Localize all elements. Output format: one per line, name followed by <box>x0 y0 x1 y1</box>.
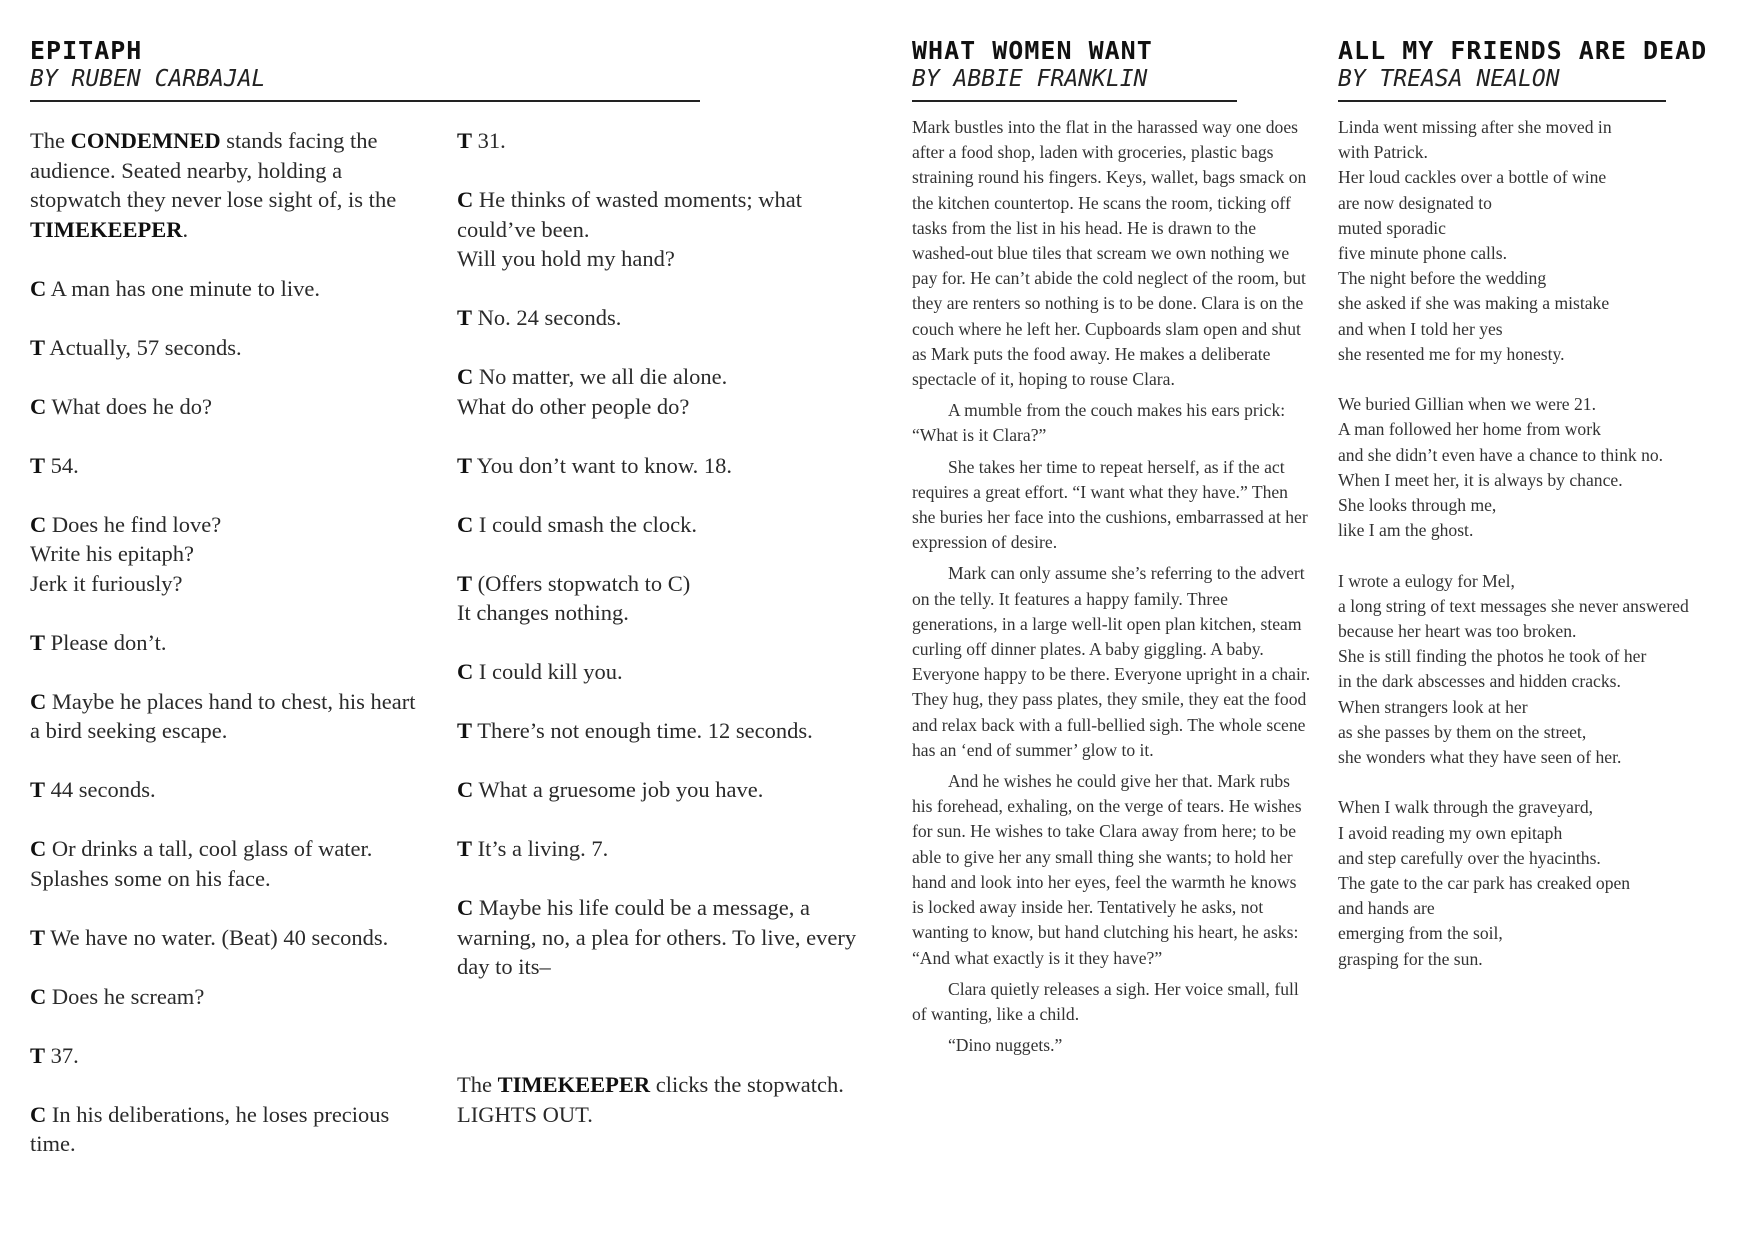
poem-line: she asked if she was making a mistake <box>1338 293 1610 314</box>
poem-line: When strangers look at her <box>1338 696 1528 717</box>
wwwant-story <box>912 115 1312 1064</box>
speaker-tag: C <box>457 187 474 212</box>
dialogue-text: Or drinks a tall, cool glass of water. <box>46 836 373 861</box>
speaker-tag: T <box>30 777 46 802</box>
poem-line: We buried Gillian when we were 21. <box>1338 394 1597 415</box>
epitaph-rule <box>30 100 700 102</box>
dialogue-text: There’s not enough time. 12 seconds. <box>472 718 813 743</box>
speaker-tag: C <box>457 777 474 802</box>
speaker-tag: T <box>457 305 473 330</box>
speaker-tag: C <box>30 511 47 537</box>
speaker-tag: C <box>30 393 47 419</box>
speaker-tag: T <box>30 924 46 950</box>
dialogue-line <box>30 333 425 363</box>
dialogue-text: I could kill you. <box>473 659 623 684</box>
epitaph-column-2 <box>457 126 877 1159</box>
dialogue-text: No matter, we all die alone. <box>473 364 728 389</box>
speaker-tag: T <box>30 1042 46 1068</box>
wwwant-title: WHAT WOMEN WANT <box>912 36 1153 65</box>
speaker-tag: T <box>30 629 46 655</box>
poem-stanza <box>1338 392 1748 543</box>
speaker-tag: T <box>30 334 46 360</box>
dialogue-text: 31. <box>472 128 506 153</box>
dialogue-text: Will you hold my hand? <box>457 246 675 271</box>
poem-line: and hands are <box>1338 898 1435 919</box>
amfad-rule <box>1338 100 1666 102</box>
character-name: TIMEKEEPER <box>497 1072 651 1097</box>
poem-line: A man followed her home from work <box>1338 419 1601 440</box>
dialogue-text: It’s a living. 7. <box>472 836 609 861</box>
poem-line: in the dark abscesses and hidden cracks. <box>1338 671 1621 692</box>
poem-line: with Patrick. <box>1338 142 1428 163</box>
speaker-tag: C <box>457 364 474 389</box>
character-name: CONDEMNED <box>70 128 221 153</box>
dialogue-text: Does he scream? <box>46 983 205 1009</box>
story-paragraph: Mark can only assume she’s referring to the advert on the telly. It features a happy family. Three generations, in a large well-lit open plan kitchen, steam curling off dinner plates. A baby giggling. A baby. Everyone happy to be there. Everyone upright in a chair. They hug, they pass plates, they smile, they eat the food and relax back with a full-bellied sigh. The whole scene has an ‘end of summer’ glow to it. <box>912 563 1311 760</box>
dialogue-line <box>457 657 877 687</box>
dialogue-text: What does he do? <box>46 393 213 419</box>
dialogue-line <box>457 185 877 274</box>
dialogue-text: You don’t want to know. 18. <box>472 452 733 478</box>
speaker-tag: T <box>457 452 473 478</box>
dialogue-line <box>457 451 877 481</box>
stage-text: LIGHTS OUT. <box>457 1101 593 1127</box>
dialogue-line <box>30 451 425 481</box>
dialogue-text: We have no water. (Beat) 40 seconds. <box>45 924 389 950</box>
dialogue-line <box>457 775 877 805</box>
speaker-tag: C <box>457 659 474 684</box>
poem-line: five minute phone calls. <box>1338 243 1508 264</box>
speaker-tag: C <box>30 1101 47 1127</box>
dialogue-text: 54. <box>45 452 79 478</box>
story-paragraph: And he wishes he could give her that. Mark rubs his forehead, exhaling, on the verge of tears. He wishes for sun. He wishes to take Clara away from here; to be able to give her any small thing she wants; to hold her hand and look into her eyes, feel the warmth he knows is locked away inside her. Tentatively he asks, not wanting to know, but hand clutching his heart, he asks: “And what exactly is it they have?” <box>912 771 1302 968</box>
dialogue-text: Maybe he places hand to chest, his heart a bird seeking escape. <box>30 688 416 743</box>
epitaph-column-1 <box>30 126 425 1188</box>
poem-line: Linda went missing after she moved in <box>1338 117 1612 137</box>
speaker-tag: C <box>30 983 47 1009</box>
dialogue-text: (Offers stopwatch to C) <box>472 570 691 596</box>
dialogue-text: Write his epitaph? <box>30 541 195 566</box>
dialogue-text: It changes nothing. <box>457 600 629 625</box>
poem-line: like I am the ghost. <box>1338 520 1474 541</box>
dialogue-line <box>457 569 877 628</box>
dialogue-line <box>457 716 877 746</box>
epitaph-byline: BY RUBEN CARBAJAL <box>30 66 266 92</box>
dialogue-line <box>30 923 425 953</box>
poem-line: She is still finding the photos he took of her <box>1338 646 1647 667</box>
story-paragraph: “Dino nuggets.” <box>948 1035 1063 1056</box>
wwwant-byline: BY ABBIE FRANKLIN <box>912 66 1148 92</box>
poem-line: The gate to the car park has creaked open <box>1338 873 1631 894</box>
dialogue-line <box>30 775 425 805</box>
amfad-title: ALL MY FRIENDS ARE DEAD <box>1338 36 1708 65</box>
poem-line: a long string of text messages she never answered <box>1338 595 1689 616</box>
dialogue-line <box>457 510 877 540</box>
poem-line: and when I told her yes <box>1338 318 1503 339</box>
dialogue-text: What a gruesome job you have. <box>473 777 764 802</box>
speaker-tag: T <box>30 452 46 478</box>
poem-line: she resented me for my honesty. <box>1338 343 1565 364</box>
dialogue-text: He thinks of wasted moments; what could’ve been. <box>457 187 802 242</box>
poem-stanza <box>1338 569 1748 771</box>
dialogue-text: What do other people do? <box>457 393 690 419</box>
amfad-poem <box>1338 115 1748 997</box>
speaker-tag: T <box>457 128 473 153</box>
dialogue-line <box>30 628 425 658</box>
dialogue-line <box>457 893 877 982</box>
poem-line: I wrote a eulogy for Mel, <box>1338 570 1515 591</box>
story-paragraph: Mark bustles into the flat in the harassed way one does after a food shop, laden with groceries, plastic bags straining round his fingers. Keys, wallet, bags smack on the kitchen countertop. He scans the room, ticking off tasks from the list in his head. He is drawn to the washed-out blue tiles that scream we own nothing we pay for. He can’t abide the cold neglect of the room, but they are renters so nothing is to be done. Clara is on the couch where he left her. Cupboards slam open and shut as Mark puts the food away. He makes a deliberate spectacle of it, hoping to rouse Clara. <box>912 117 1307 390</box>
dialogue-line <box>457 362 877 421</box>
poem-line: I avoid reading my own epitaph <box>1338 822 1563 843</box>
poem-line: Her loud cackles over a bottle of wine <box>1338 167 1607 188</box>
dialogue-line <box>30 1041 425 1071</box>
dialogue-text: I could smash the clock. <box>473 511 697 537</box>
dialogue-text: A man has one minute to live. <box>46 275 320 301</box>
dialogue-text: Does he find love? <box>46 511 222 537</box>
stage-text: clicks the stopwatch. <box>650 1072 844 1097</box>
dialogue-line <box>30 834 425 893</box>
character-name: TIMEKEEPER <box>30 216 183 242</box>
poem-line: are now designated to <box>1338 192 1492 213</box>
epitaph-title: EPITAPH <box>30 36 143 65</box>
speaker-tag: C <box>30 688 47 714</box>
poem-stanza <box>1338 115 1748 367</box>
story-paragraph: A mumble from the couch makes his ears prick: “What is it Clara?” <box>912 400 1286 446</box>
dialogue-line <box>30 392 425 422</box>
dialogue-line <box>30 274 425 304</box>
dialogue-text: Jerk it furiously? <box>30 570 183 596</box>
dialogue-line <box>457 126 877 156</box>
poem-line: emerging from the soil, <box>1338 923 1503 944</box>
speaker-tag: C <box>30 275 47 301</box>
poem-line: as she passes by them on the street, <box>1338 721 1587 742</box>
speaker-tag: C <box>457 511 474 537</box>
poem-line: and step carefully over the hyacinths. <box>1338 847 1601 868</box>
stage-text: stands facing the audience. Seated nearby, holding a stopwatch they never lose sight of, is the <box>30 128 397 212</box>
speaker-tag: C <box>30 836 47 861</box>
dialogue-text: No. 24 seconds. <box>472 305 622 330</box>
dialogue-text: Please don’t. <box>45 629 167 655</box>
stage-text: The <box>457 1072 498 1097</box>
dialogue-text: 37. <box>45 1042 79 1068</box>
poem-line: The night before the wedding <box>1338 268 1547 289</box>
dialogue-line <box>30 687 425 746</box>
dialogue-line <box>30 982 425 1012</box>
speaker-tag: C <box>457 895 474 920</box>
dialogue-text: Maybe his life could be a message, a warning, no, a plea for others. To live, every day to its– <box>457 895 857 979</box>
amfad-byline: BY TREASA NEALON <box>1338 66 1560 92</box>
poem-line: because her heart was too broken. <box>1338 621 1577 642</box>
dialogue-text: In his deliberations, he loses precious time. <box>30 1101 390 1156</box>
stage-gap <box>457 1011 877 1070</box>
dialogue-line <box>30 510 425 599</box>
wwwant-rule <box>912 100 1237 102</box>
dialogue-line <box>457 303 877 333</box>
stage-text: . <box>182 216 189 242</box>
poem-line: When I walk through the graveyard, <box>1338 797 1594 818</box>
story-paragraph: Clara quietly releases a sigh. Her voice small, full of wanting, like a child. <box>912 978 1299 1024</box>
poem-line: muted sporadic <box>1338 217 1446 238</box>
dialogue-text: Splashes some on his face. <box>30 865 271 891</box>
poem-line: and she didn’t even have a chance to think no. <box>1338 444 1664 465</box>
stage-direction <box>457 1070 877 1129</box>
speaker-tag: T <box>457 718 473 743</box>
poem-stanza <box>1338 795 1748 971</box>
dialogue-text: Actually, 57 seconds. <box>45 334 242 360</box>
dialogue-line <box>30 1100 425 1159</box>
dialogue-line <box>457 834 877 864</box>
speaker-tag: T <box>457 570 473 596</box>
poem-line: grasping for the sun. <box>1338 948 1483 969</box>
dialogue-text: 44 seconds. <box>45 777 156 802</box>
poem-line: She looks through me, <box>1338 495 1497 516</box>
poem-line: When I meet her, it is always by chance. <box>1338 469 1623 490</box>
story-paragraph: She takes her time to repeat herself, as if the act requires a great effort. “I want what they have.” Then she buries her face into the cushions, embarrassed at her expression of desire. <box>912 456 1308 553</box>
speaker-tag: T <box>457 836 473 861</box>
poem-line: she wonders what they have seen of her. <box>1338 747 1622 768</box>
stage-direction <box>30 126 425 244</box>
stage-text: The <box>30 128 71 153</box>
